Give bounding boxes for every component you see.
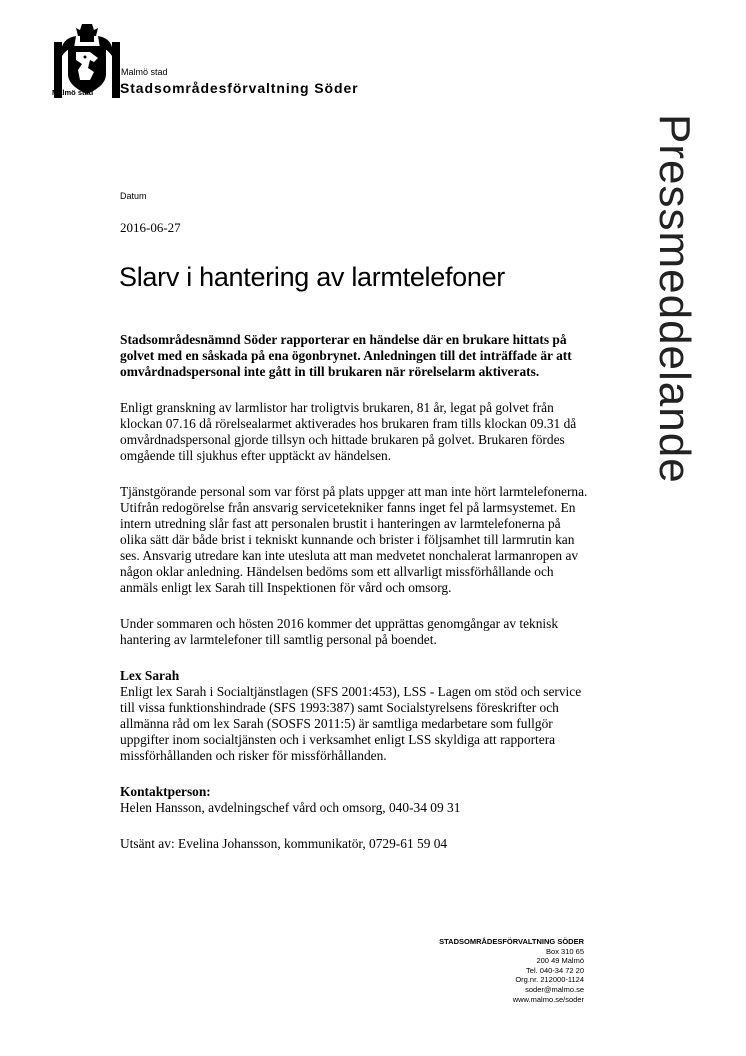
- footer-org: STADSOMRÅDESFÖRVALTNING SÖDER: [439, 937, 584, 946]
- body-paragraph-2: Tjänstgörande personal som var först på plats uppger att man inte hört larmtelefonerna. Utifrån redogörelse från ansvarig servicetekniker fanns inget fel på larmsystemet. En intern utredning slår fast att personalen brustit i hanteringen av larmtelefonerna på olika sätt där både brist i tekniskt kunnande och brister i följsamhet till larmrutin kan ses. Ansvarig utredare kan inte utesluta att man medvetet nonchalerat larmanropen av någon oklar anledning. Händelsen bedöms som ett allvarligt missförhållande och anmäls enligt lex Sarah till Inspektionen för vård och omsorg.: [120, 484, 588, 595]
- footer-postal: 200 49 Malmö: [536, 956, 584, 966]
- date-label: Datum: [120, 191, 147, 201]
- press-release-headline: Slarv i hantering av larmtelefoner: [119, 262, 505, 292]
- malmo-stad-coat-of-arms-logo: [54, 22, 120, 98]
- org-parent-name: Malmö stad: [121, 67, 168, 77]
- press-release-body: [120, 332, 590, 872]
- document-type-side-label: Pressmeddelande: [650, 114, 699, 484]
- footer-address-block: [439, 937, 584, 1004]
- lead-paragraph: Stadsområdesnämnd Söder rapporterar en händelse där en brukare hittats på golvet med en såskada på ena ögonbrynet. Anledningen till det inträffade är att omvårdnadspersonal inte gått in till brukaren när rörelselarm aktiverats.: [120, 332, 572, 379]
- body-paragraph-1: Enligt granskning av larmlistor har troligtvis brukaren, 81 år, legat på golvet från klockan 07.16 då rörelsealarmet aktiverades hos brukaren fram tills klockan 09.31 då omvårdnadspersonal gjorde tillsyn och hittade brukaren på golvet. Brukaren fördes omgående till sjukhus efter upptäckt av händelsen.: [120, 400, 577, 463]
- contact-person: Helen Hansson, avdelningschef vård och omsorg, 040-34 09 31: [120, 800, 461, 815]
- logo-caption: Malmö stad: [52, 88, 94, 97]
- contact-heading: Kontaktperson:: [120, 784, 211, 799]
- footer-web[interactable]: www.malmo.se/soder: [512, 994, 584, 1004]
- sent-by: Utsänt av: Evelina Johansson, kommunikatör, 0729-61 59 04: [120, 836, 448, 851]
- org-department-name: Stadsområdesförvaltning Söder: [120, 80, 359, 96]
- footer-orgnr: Org.nr. 212000-1124: [515, 975, 584, 985]
- lex-sarah-heading: Lex Sarah: [120, 668, 180, 683]
- footer-box: Box 310 65: [546, 946, 584, 956]
- footer-email[interactable]: soder@malmo.se: [525, 984, 584, 994]
- body-paragraph-3: Under sommaren och hösten 2016 kommer det upprättas genomgångar av teknisk hantering av larmtelefoner till samtlig personal på boendet.: [120, 616, 559, 647]
- date-value: 2016-06-27: [120, 220, 181, 235]
- footer-phone: Tel. 040-34 72 20: [526, 965, 584, 975]
- lex-sarah-body: Enligt lex Sarah i Socialtjänstlagen (SFS 2001:453), LSS - Lagen om stöd och service till vissa funktionshindrade (SFS 1993:387) samt Socialstyrelsens föreskrifter och allmänna råd om lex Sarah (SOSFS 2011:5) är samtliga medarbetare som fullgör uppgifter inom socialtjänsten och i verksamhet enligt LSS skyldiga att rapportera missförhållanden och risker för missförhållanden.: [120, 684, 582, 763]
